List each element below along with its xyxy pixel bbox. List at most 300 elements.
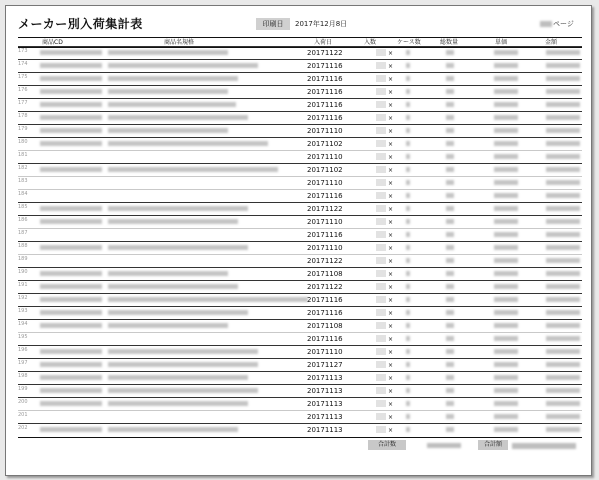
amount-redacted [546, 180, 580, 185]
row-number: 177 [18, 100, 28, 106]
case-qty-redacted [406, 310, 410, 315]
product-cd-redacted [40, 63, 102, 68]
arrival-date: 20171116 [307, 335, 343, 343]
qty-cell [376, 361, 386, 368]
arrival-date: 20171116 [307, 231, 343, 239]
product-cd-redacted [40, 375, 102, 380]
table-row [18, 215, 582, 227]
product-cd-redacted [40, 362, 102, 367]
case-mark: × [388, 141, 394, 148]
amount-redacted [546, 63, 580, 68]
product-cd-redacted [40, 388, 102, 393]
row-number: 200 [18, 399, 28, 405]
table-row [18, 124, 582, 136]
amount-redacted [546, 50, 580, 55]
product-name-redacted [108, 362, 258, 367]
unit-price-redacted [494, 76, 518, 81]
total-qty-redacted [446, 128, 454, 133]
amount-redacted [546, 349, 580, 354]
arrival-date: 20171113 [307, 374, 343, 382]
case-mark: × [388, 284, 394, 291]
qty-cell [376, 218, 386, 225]
case-qty-redacted [406, 63, 410, 68]
row-number: 195 [18, 334, 28, 340]
unit-price-redacted [494, 271, 518, 276]
unit-price-redacted [494, 362, 518, 367]
amount-redacted [546, 193, 580, 198]
table-row [18, 241, 582, 253]
product-cd-redacted [40, 284, 102, 289]
amount-redacted [546, 297, 580, 302]
unit-price-redacted [494, 349, 518, 354]
arrival-date: 20171110 [307, 244, 343, 252]
amount-redacted [546, 128, 580, 133]
amount-redacted [546, 167, 580, 172]
table-row [18, 176, 582, 188]
case-qty-redacted [406, 297, 410, 302]
product-name-redacted [108, 102, 236, 107]
amount-redacted [546, 375, 580, 380]
case-mark: × [388, 167, 394, 174]
row-number: 185 [18, 204, 28, 210]
unit-price-redacted [494, 154, 518, 159]
table-row [18, 150, 582, 162]
product-cd-redacted [40, 102, 102, 107]
table-row [18, 319, 582, 331]
amount-redacted [546, 258, 580, 263]
unit-price-redacted [494, 401, 518, 406]
qty-cell [376, 75, 386, 82]
print-date-label: 印刷日 [256, 18, 290, 30]
total-qty-redacted [446, 180, 454, 185]
qty-cell [376, 114, 386, 121]
arrival-date: 20171127 [307, 361, 343, 369]
arrival-date: 20171102 [307, 166, 343, 174]
arrival-date: 20171113 [307, 400, 343, 408]
row-number: 178 [18, 113, 28, 119]
table-row [18, 46, 582, 58]
row-number: 175 [18, 74, 28, 80]
arrival-date: 20171116 [307, 309, 343, 317]
product-cd-redacted [40, 323, 102, 328]
case-mark: × [388, 193, 394, 200]
qty-cell [376, 153, 386, 160]
product-cd-redacted [40, 128, 102, 133]
table-row [18, 59, 582, 71]
product-cd-redacted [40, 50, 102, 55]
case-qty-redacted [406, 206, 410, 211]
case-mark: × [388, 76, 394, 83]
table-row [18, 358, 582, 370]
case-mark: × [388, 336, 394, 343]
case-mark: × [388, 388, 394, 395]
row-number: 181 [18, 152, 28, 158]
total-qty-redacted [446, 89, 454, 94]
qty-cell [376, 49, 386, 56]
case-mark: × [388, 271, 394, 278]
arrival-date: 20171116 [307, 62, 343, 70]
product-cd-redacted [40, 310, 102, 315]
table-row [18, 397, 582, 409]
unit-price-redacted [494, 102, 518, 107]
row-number: 198 [18, 373, 28, 379]
unit-price-redacted [494, 63, 518, 68]
qty-cell [376, 101, 386, 108]
product-cd-redacted [40, 271, 102, 276]
arrival-date: 20171116 [307, 75, 343, 83]
qty-cell [376, 413, 386, 420]
product-cd-redacted [40, 401, 102, 406]
table-row [18, 384, 582, 396]
unit-price-redacted [494, 388, 518, 393]
case-mark: × [388, 349, 394, 356]
report-page [5, 5, 592, 476]
total-qty-redacted [446, 76, 454, 81]
qty-cell [376, 88, 386, 95]
row-number: 186 [18, 217, 28, 223]
arrival-date: 20171110 [307, 127, 343, 135]
unit-price-redacted [494, 427, 518, 432]
amount-redacted [546, 206, 580, 211]
page-suffix: ページ [553, 20, 574, 28]
col-product-name: 商品名規格 [164, 39, 195, 46]
amount-redacted [546, 89, 580, 94]
unit-price-redacted [494, 128, 518, 133]
report-title: メーカー別入荷集計表 [18, 17, 143, 31]
case-qty-redacted [406, 89, 410, 94]
qty-cell [376, 192, 386, 199]
qty-cell [376, 205, 386, 212]
arrival-date: 20171116 [307, 296, 343, 304]
case-qty-redacted [406, 76, 410, 81]
product-cd-redacted [40, 167, 102, 172]
amount-redacted [546, 245, 580, 250]
row-number: 192 [18, 295, 28, 301]
table-row [18, 202, 582, 214]
case-mark: × [388, 297, 394, 304]
unit-price-redacted [494, 180, 518, 185]
total-qty-label: 合計数 [368, 440, 406, 450]
qty-cell [376, 244, 386, 251]
amount-redacted [546, 232, 580, 237]
row-number: 191 [18, 282, 28, 288]
table-row [18, 163, 582, 175]
product-name-redacted [108, 219, 238, 224]
case-mark: × [388, 180, 394, 187]
case-mark: × [388, 427, 394, 434]
unit-price-redacted [494, 115, 518, 120]
product-name-redacted [108, 128, 228, 133]
product-name-redacted [108, 245, 248, 250]
total-qty-redacted [446, 219, 454, 224]
total-qty-redacted [446, 271, 454, 276]
unit-price-redacted [494, 258, 518, 263]
case-qty-redacted [406, 414, 410, 419]
total-qty-redacted [446, 206, 454, 211]
total-qty-redacted [446, 310, 454, 315]
qty-cell [376, 140, 386, 147]
total-qty-redacted [446, 401, 454, 406]
row-number: 176 [18, 87, 28, 93]
product-cd-redacted [40, 219, 102, 224]
case-mark: × [388, 401, 394, 408]
case-mark: × [388, 63, 394, 70]
unit-price-redacted [494, 89, 518, 94]
case-qty-redacted [406, 284, 410, 289]
row-number: 174 [18, 61, 28, 67]
qty-cell [376, 387, 386, 394]
unit-price-redacted [494, 323, 518, 328]
qty-cell [376, 270, 386, 277]
table-row [18, 371, 582, 383]
arrival-date: 20171113 [307, 387, 343, 395]
total-amount-label: 合計額 [478, 440, 508, 450]
product-name-redacted [108, 141, 268, 146]
unit-price-redacted [494, 245, 518, 250]
unit-price-redacted [494, 167, 518, 172]
table-row [18, 423, 582, 435]
total-qty-redacted [446, 50, 454, 55]
product-cd-redacted [40, 76, 102, 81]
arrival-date: 20171122 [307, 49, 343, 57]
case-qty-redacted [406, 375, 410, 380]
case-mark: × [388, 258, 394, 265]
case-qty-redacted [406, 167, 410, 172]
case-mark: × [388, 102, 394, 109]
total-qty-redacted [446, 232, 454, 237]
case-qty-redacted [406, 349, 410, 354]
qty-cell [376, 309, 386, 316]
total-qty-redacted [446, 154, 454, 159]
case-mark: × [388, 375, 394, 382]
amount-redacted [546, 388, 580, 393]
page-number-redacted [540, 21, 552, 27]
unit-price-redacted [494, 232, 518, 237]
table-row [18, 254, 582, 266]
qty-cell [376, 296, 386, 303]
amount-redacted [546, 284, 580, 289]
product-cd-redacted [40, 349, 102, 354]
case-qty-redacted [406, 141, 410, 146]
total-qty-redacted [446, 336, 454, 341]
case-mark: × [388, 128, 394, 135]
unit-price-redacted [494, 206, 518, 211]
unit-price-redacted [494, 375, 518, 380]
unit-price-redacted [494, 414, 518, 419]
case-qty-redacted [406, 128, 410, 133]
total-qty-redacted [446, 167, 454, 172]
case-qty-redacted [406, 258, 410, 263]
arrival-date: 20171110 [307, 218, 343, 226]
col-qty: 入数 [364, 39, 377, 46]
table-row [18, 345, 582, 357]
col-case-qty: ケース数 [397, 39, 421, 46]
product-name-redacted [108, 297, 308, 302]
product-name-redacted [108, 323, 228, 328]
product-name-redacted [108, 50, 228, 55]
amount-redacted [546, 427, 580, 432]
case-qty-redacted [406, 50, 410, 55]
table-row [18, 267, 582, 279]
total-qty-redacted [446, 349, 454, 354]
amount-redacted [546, 362, 580, 367]
case-qty-redacted [406, 180, 410, 185]
row-number: 201 [18, 412, 28, 418]
table-row [18, 85, 582, 97]
qty-cell [376, 426, 386, 433]
total-qty-redacted [446, 115, 454, 120]
case-mark: × [388, 323, 394, 330]
total-qty-redacted [446, 258, 454, 263]
arrival-date: 20171110 [307, 179, 343, 187]
row-number: 182 [18, 165, 28, 171]
case-mark: × [388, 245, 394, 252]
table-row [18, 72, 582, 84]
amount-redacted [546, 271, 580, 276]
col-unit-price: 単価 [495, 39, 508, 46]
arrival-date: 20171113 [307, 413, 343, 421]
amount-redacted [546, 401, 580, 406]
total-qty-redacted [446, 323, 454, 328]
arrival-date: 20171122 [307, 283, 343, 291]
row-number: 193 [18, 308, 28, 314]
product-name-redacted [108, 375, 248, 380]
total-qty-redacted [446, 193, 454, 198]
total-qty-redacted [446, 362, 454, 367]
table-row [18, 189, 582, 201]
product-cd-redacted [40, 89, 102, 94]
table-row [18, 293, 582, 305]
total-qty-redacted [446, 245, 454, 250]
table-row [18, 280, 582, 292]
case-qty-redacted [406, 232, 410, 237]
qty-cell [376, 283, 386, 290]
case-mark: × [388, 219, 394, 226]
row-number: 180 [18, 139, 28, 145]
case-qty-redacted [406, 362, 410, 367]
arrival-date: 20171110 [307, 348, 343, 356]
unit-price-redacted [494, 310, 518, 315]
case-qty-redacted [406, 336, 410, 341]
qty-cell [376, 374, 386, 381]
col-total-qty: 総数量 [440, 39, 459, 46]
product-name-redacted [108, 388, 258, 393]
total-qty-redacted [446, 297, 454, 302]
arrival-date: 20171102 [307, 140, 343, 148]
row-number: 196 [18, 347, 28, 353]
arrival-date: 20171108 [307, 270, 343, 278]
qty-cell [376, 166, 386, 173]
table-row [18, 137, 582, 149]
unit-price-redacted [494, 141, 518, 146]
row-number: 197 [18, 360, 28, 366]
case-mark: × [388, 310, 394, 317]
qty-cell [376, 127, 386, 134]
amount-redacted [546, 336, 580, 341]
case-qty-redacted [406, 271, 410, 276]
case-mark: × [388, 206, 394, 213]
table-row [18, 98, 582, 110]
total-qty-redacted [446, 414, 454, 419]
product-cd-redacted [40, 427, 102, 432]
print-date-value: 2017年12月8日 [295, 20, 348, 28]
case-qty-redacted [406, 219, 410, 224]
footer-rule [18, 437, 582, 438]
case-qty-redacted [406, 102, 410, 107]
product-cd-redacted [40, 115, 102, 120]
table-row [18, 306, 582, 318]
amount-redacted [546, 219, 580, 224]
row-number: 202 [18, 425, 28, 431]
case-mark: × [388, 154, 394, 161]
qty-cell [376, 400, 386, 407]
row-number: 184 [18, 191, 28, 197]
case-qty-redacted [406, 323, 410, 328]
total-qty-redacted [446, 388, 454, 393]
case-mark: × [388, 50, 394, 57]
arrival-date: 20171108 [307, 322, 343, 330]
case-qty-redacted [406, 115, 410, 120]
unit-price-redacted [494, 284, 518, 289]
product-name-redacted [108, 427, 238, 432]
qty-cell [376, 322, 386, 329]
case-qty-redacted [406, 388, 410, 393]
total-amount-redacted [512, 443, 576, 449]
unit-price-redacted [494, 193, 518, 198]
row-number: 199 [18, 386, 28, 392]
col-product-cd: 商品CD [42, 39, 63, 46]
qty-cell [376, 62, 386, 69]
product-name-redacted [108, 206, 248, 211]
row-number: 179 [18, 126, 28, 132]
product-name-redacted [108, 271, 228, 276]
product-name-redacted [108, 284, 238, 289]
total-qty-redacted [446, 141, 454, 146]
row-number: 173 [18, 48, 28, 54]
amount-redacted [546, 115, 580, 120]
arrival-date: 20171116 [307, 114, 343, 122]
product-name-redacted [108, 310, 248, 315]
row-number: 183 [18, 178, 28, 184]
amount-redacted [546, 310, 580, 315]
col-amount: 金額 [545, 39, 558, 46]
product-cd-redacted [40, 297, 102, 302]
arrival-date: 20171110 [307, 153, 343, 161]
case-qty-redacted [406, 193, 410, 198]
amount-redacted [546, 76, 580, 81]
col-arrival-date: 入荷日 [314, 39, 333, 46]
case-mark: × [388, 362, 394, 369]
unit-price-redacted [494, 297, 518, 302]
row-number: 187 [18, 230, 28, 236]
table-row [18, 410, 582, 422]
case-mark: × [388, 232, 394, 239]
amount-redacted [546, 102, 580, 107]
total-qty-redacted [446, 375, 454, 380]
arrival-date: 20171116 [307, 88, 343, 96]
case-mark: × [388, 115, 394, 122]
product-name-redacted [108, 76, 238, 81]
unit-price-redacted [494, 219, 518, 224]
case-mark: × [388, 89, 394, 96]
product-name-redacted [108, 63, 258, 68]
case-qty-redacted [406, 245, 410, 250]
amount-redacted [546, 323, 580, 328]
total-qty-redacted [446, 427, 454, 432]
total-qty-redacted [446, 102, 454, 107]
table-row [18, 111, 582, 123]
product-name-redacted [108, 115, 248, 120]
